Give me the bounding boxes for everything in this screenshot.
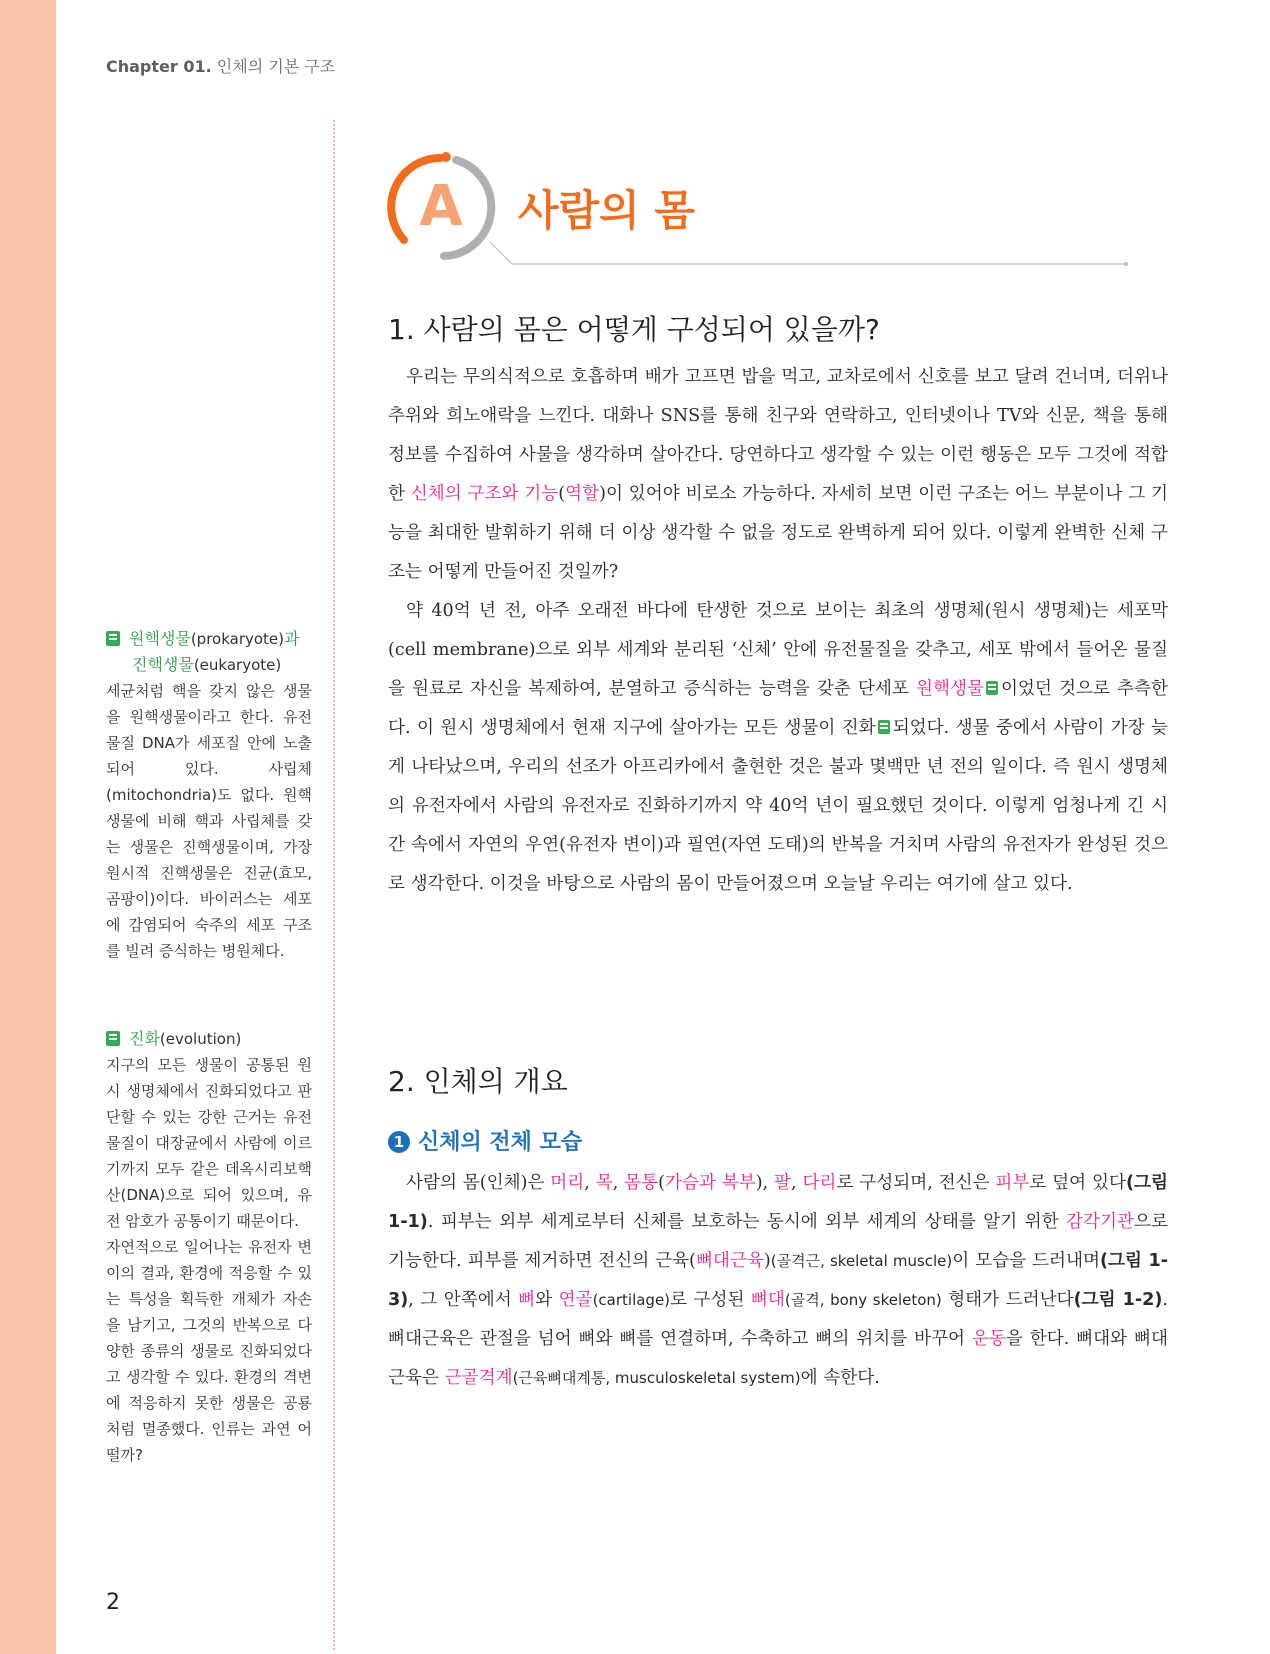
section-badge-icon [384, 150, 498, 264]
circle-number-icon: 1 [388, 1131, 410, 1153]
sidenote-body: 세균처럼 핵을 갖지 않은 생물을 원핵생물이라고 한다. 유전물질 DNA가 세포질 안에 노출되어 있다. 사립체(mitochondria)도 없다. 원핵생물에 비해 핵과 사립체를 갖는 생물은 진핵생물이며, 가장 원시적 진핵생물은 진균(효모, 곰팡이)이다. 바이러스는 세포에 감염되어 숙주의 세포 구조를 빌려 증식하는 병원체다. [106, 682, 312, 960]
book-icon [106, 631, 120, 646]
title-underline [490, 240, 1130, 270]
page-number: 2 [106, 1590, 120, 1615]
paragraph-1: 우리는 무의식적으로 호흡하며 배가 고프면 밥을 먹고, 교차로에서 신호를 보고 달려 건너며, 더위나 추위와 희노애락을 느낀다. 대화나 SNS를 통해 친구와 연락하고, 인터넷이나 TV와 신문, 책을 통해 정보를 수집하여 사물을 생각하며 살아간다. 당연하다고 생각할 수 있는 이런 행동은 모두 그것에 적합한 신체의 구조와 기능(역할)이 있어야 비로소 가능하다. 자세히 보면 이런 구조는 어느 부분이나 그 기능을 최대한 발휘하기 위해 더 이상 생각할 수 없을 정도로 완벽하게 되어 있다. 이렇게 완벽한 신체 구조는 어떻게 만들어진 것일까? [388, 367, 1168, 582]
paragraph-2: 약 40억 년 전, 아주 오래전 바다에 탄생한 것으로 보이는 최초의 생명체(원시 생명체)는 세포막(cell membrane)으로 외부 세계와 분리된 ‘신체’ 안에 유전물질을 갖추고, 세포 밖에서 들어온 물질을 원료로 자신을 복제하여, 분열하고 증식하는 능력을 갖춘 단세포 원핵생물 이었던 것으로 추측한다. 이 원시 생명체에서 현재 지구에 살아가는 모든 생물이 진화 되었다. 생물 중에서 사람이 가장 늦게 나타났으며, 우리의 선조가 아프리카에서 출현한 것은 불과 몇백만 년 전의 일이다. 즉 원시 생명체의 유전자에서 사람의 유전자로 진화하기까지 약 40억 년이 필요했던 것이다. 이렇게 엄청나게 긴 시간 속에서 자연의 우연(유전자 변이)과 필연(자연 도태)의 반복을 거치며 사람의 유전자가 완성된 것으로 생각한다. 이것을 바탕으로 사람의 몸이 만들어졌으며 오늘날 우리는 여기에 살고 있다. [388, 601, 1169, 894]
sidenote-prokaryote [106, 626, 312, 964]
section-letter: A [419, 174, 463, 239]
chapter-label: Chapter 01. [106, 57, 212, 76]
sidenote-body: 지구의 모든 생물이 공통된 원시 생명체에서 진화되었다고 판단할 수 있는 강한 근거는 유전물질이 대장균에서 사람에 이르기까지 모두 같은 데옥시리보핵산(DNA)으로 되어 있으며, 유전 암호가 공통이기 때문이다. [106, 1056, 312, 1230]
column-divider [333, 120, 335, 1650]
book-icon [986, 681, 998, 695]
sidenote-body: 자연적으로 일어나는 유전자 변이의 결과, 환경에 적응할 수 있는 특성을 획득한 개체가 자손을 남기고, 그것의 반복으로 다양한 종류의 생물로 진화되었다고 생각할 수 있다. 환경의 격변에 적응하지 못한 생물은 공룡처럼 멸종했다. 인류는 과연 어떨까? [106, 1238, 312, 1464]
subheading-title: 신체의 전체 모습 [418, 1130, 583, 1155]
book-icon [878, 720, 890, 734]
heading-1: 1. 사람의 몸은 어떻게 구성되어 있을까? [388, 313, 880, 346]
sidenote-evolution [106, 1026, 312, 1468]
section-title: 사람의 몸 [518, 186, 695, 235]
heading-2: 2. 인체의 개요 [388, 1065, 568, 1098]
body-paragraphs [388, 1164, 1168, 1398]
sidenote-heading: 원핵생물(prokaryote)과 진핵생물(eukaryote) [106, 626, 312, 678]
intro-paragraphs [388, 358, 1168, 904]
paragraph-3: 사람의 몸(인체)은 머리, 목, 몸통(가슴과 복부), 팔, 다리로 구성되며, 전신은 피부로 덮여 있다(그림 1-1). 피부는 외부 세계로부터 신체를 보호하는 동시에 외부 세계의 상태를 알기 위한 감각기관으로 기능한다. 피부를 제거하면 전신의 근육(뼈대근육)(골격근, skeletal muscle)이 모습을 드러내며(그림 1-3), 그 안쪽에서 뼈와 연골(cartilage)로 구성된 뼈대(골격, bony skeleton) 형태가 드러난다(그림 1-2). 뼈대근육은 관절을 넘어 뼈와 뼈를 연결하며, 수축하고 뼈의 위치를 바꾸어 운동을 한다. 뼈대와 뼈대근육은 근골격계(근육뼈대계통, musculoskeletal system)에 속한다. [388, 1173, 1169, 1388]
book-icon [106, 1031, 120, 1046]
chapter-title: 인체의 기본 구조 [216, 57, 336, 76]
subheading [388, 1125, 582, 1156]
running-header [106, 54, 335, 77]
page-edge-strip [0, 0, 56, 1654]
sidenote-heading: 진화(evolution) [106, 1026, 312, 1052]
